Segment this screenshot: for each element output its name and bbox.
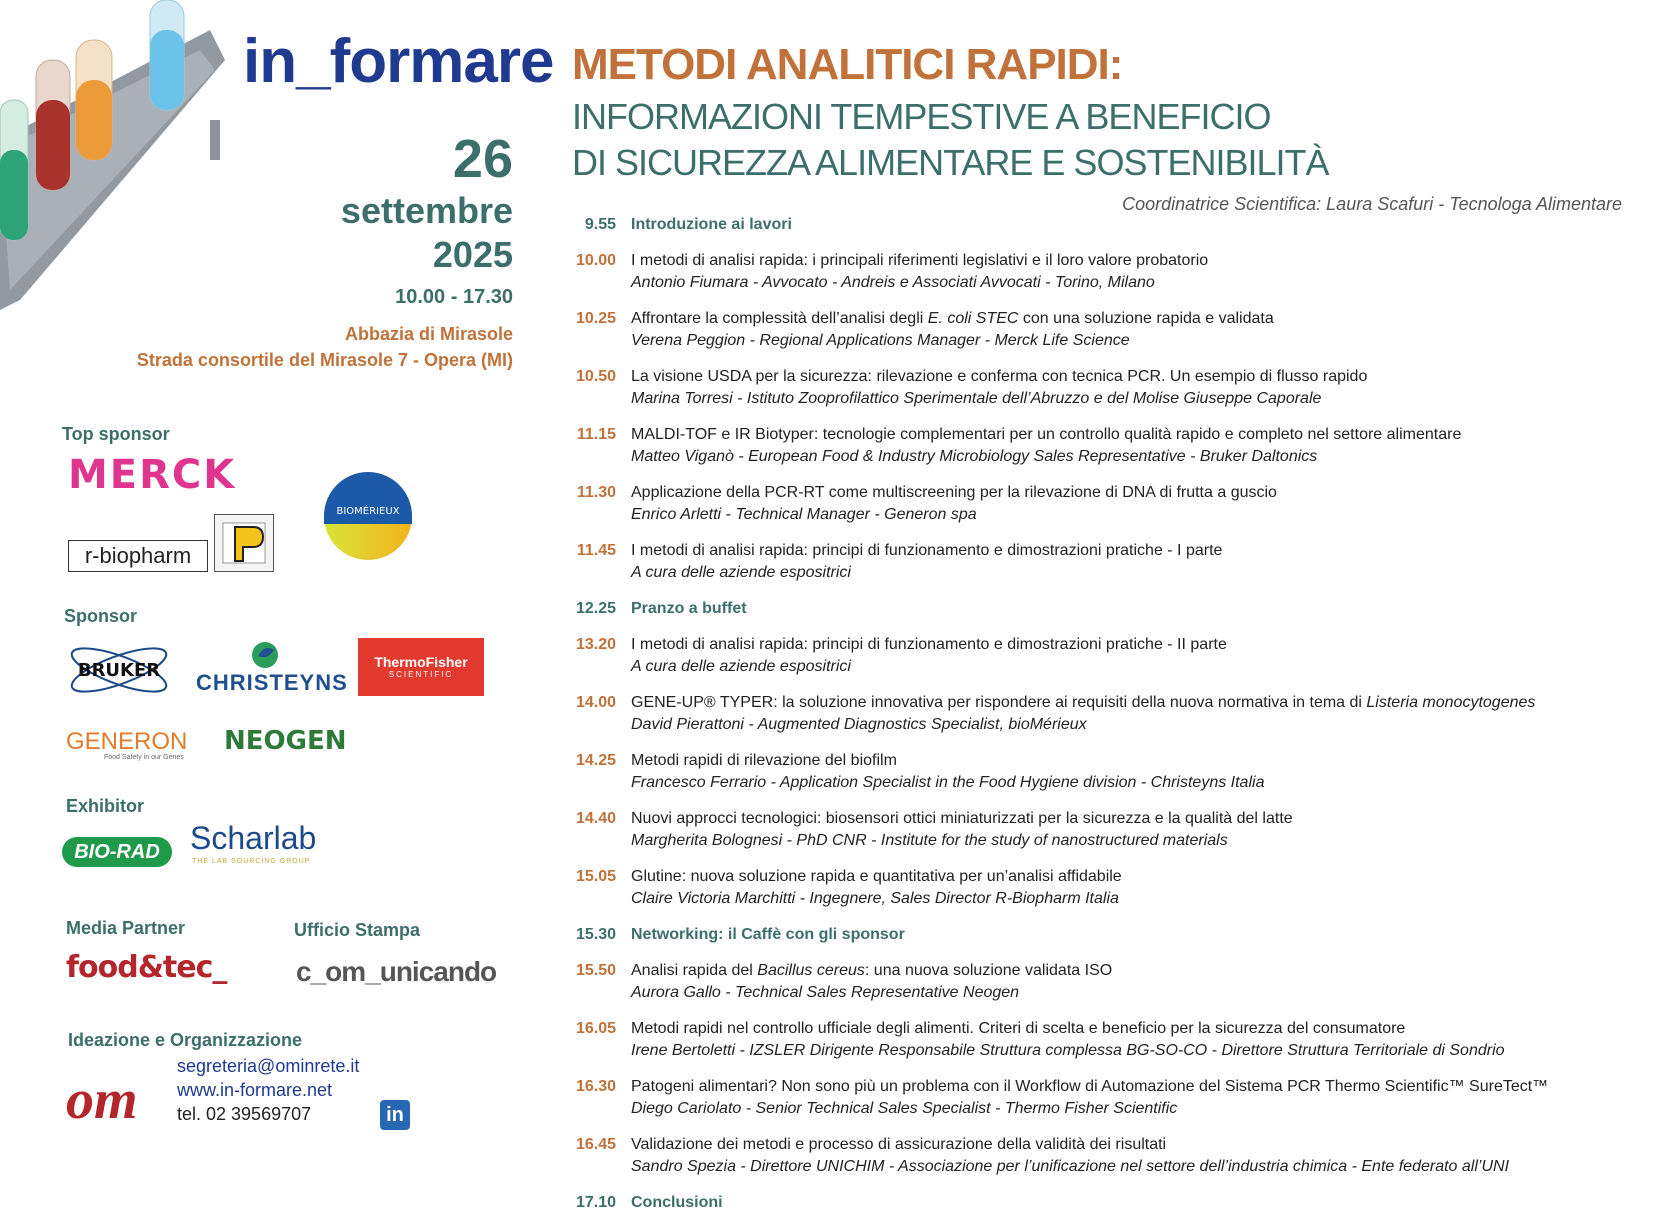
test-tubes-illustration	[0, 0, 240, 320]
session-body	[631, 424, 1640, 468]
session-body	[631, 750, 1640, 794]
comunicando-logo: c_om_unicando	[296, 956, 497, 987]
scharlab-logo: Scharlab	[190, 820, 317, 856]
session-title: Validazione dei metodi e processo di assicurazione della validità dei risultati	[631, 1136, 1167, 1153]
session-body	[631, 214, 1640, 236]
program-session-row	[560, 482, 1640, 526]
event-month: settembre	[340, 190, 513, 231]
session-time: 10.50	[575, 368, 616, 385]
session-body	[631, 1134, 1640, 1178]
session-body	[631, 866, 1640, 910]
session-time: 9.55	[584, 216, 616, 233]
session-title-part: Analisi rapida del	[631, 962, 758, 979]
session-time: 15.05	[575, 868, 616, 885]
rbiopharm-text: r-biopharm	[84, 543, 192, 568]
event-year: 2025	[432, 234, 513, 275]
program-session-row	[560, 540, 1640, 584]
session-time: 10.25	[575, 310, 616, 327]
linkedin-icon[interactable]: in	[380, 1100, 410, 1130]
session-speaker: David Pierattoni - Augmented Diagnostics Specialist, bioMérieux	[631, 716, 1087, 733]
program-break-row	[560, 214, 1640, 236]
session-time: 11.30	[576, 484, 616, 501]
session-speaker: Antonio Fiumara - Avvocato - Andreis e Associati Avvocati - Torino, Milano	[631, 274, 1155, 291]
session-speaker: Marina Torresi - Istituto Zooprofilattico Sperimentale dell’Abruzzo e del Molise Giuseppe Caporale	[631, 390, 1322, 407]
om-logo: om	[66, 1069, 138, 1131]
session-time: 13.20	[575, 636, 616, 653]
contact-phone: tel. 02 39569707	[177, 1104, 312, 1124]
session-title-part: GENE-UP® TYPER: la soluzione innovativa per rispondere ai requisiti della nuova normativa in tema di	[631, 694, 1367, 711]
program-session-row	[560, 750, 1640, 794]
session-time: 11.45	[576, 542, 616, 559]
session-title	[631, 308, 1640, 330]
break-title: Networking: il Caffè con gli sponsor	[631, 926, 905, 943]
biomerieux-logo	[322, 470, 414, 562]
session-speaker: Aurora Gallo - Technical Sales Representative Neogen	[631, 984, 1020, 1001]
sponsor-label: Sponsor	[64, 606, 138, 626]
session-title-species: Listeria monocytogenes	[1366, 694, 1536, 711]
session-title: La visione USDA per la sicurezza: rilevazione e conferma con tecnica PCR. Un esempio di flusso rapido	[631, 368, 1368, 385]
thermofisher-logo	[358, 638, 484, 696]
session-title-part: Affrontare la complessità dell’analisi degli	[631, 310, 928, 327]
rbiopharm-logo	[68, 540, 208, 572]
session-title: Metodi rapidi di rilevazione del biofilm	[631, 752, 897, 769]
session-time: 10.00	[575, 252, 616, 269]
brand-title: in_formare	[243, 27, 554, 96]
session-title: I metodi di analisi rapida: i principali riferimenti legislativi e il loro valore probatorio	[631, 252, 1209, 269]
session-body	[631, 1018, 1640, 1062]
top-sponsor-label: Top sponsor	[62, 424, 170, 444]
organization-label: Ideazione e Organizzazione	[68, 1030, 303, 1050]
session-body	[631, 308, 1640, 352]
session-speaker: Verena Peggion - Regional Applications Manager - Merck Life Science	[631, 332, 1130, 349]
scharlab-tagline: THE LAB SOURCING GROUP	[192, 858, 311, 865]
session-time: 12.25	[575, 600, 616, 617]
rbiopharm-mark-icon	[214, 514, 274, 572]
session-speaker: Claire Victoria Marchitti - Ingegnere, Sales Director R-Biopharm Italia	[631, 890, 1119, 907]
session-body	[631, 540, 1640, 584]
session-body	[631, 634, 1640, 678]
biomerieux-text: BIOMÉRIEUX	[336, 506, 400, 517]
press-office-label: Ufficio Stampa	[294, 920, 421, 940]
bruker-text: BRUKER	[77, 660, 161, 681]
program-session-row	[560, 1134, 1640, 1178]
program-session-row	[560, 866, 1640, 910]
session-title-species: Bacillus cereus	[757, 962, 865, 979]
program-session-row	[560, 692, 1640, 736]
session-title	[631, 960, 1640, 982]
event-day: 26	[452, 129, 513, 189]
program-session-row	[560, 1018, 1640, 1062]
session-title: Glutine: nuova soluzione rapida e quantitativa per un’analisi affidabile	[631, 868, 1122, 885]
session-time: 16.45	[575, 1136, 616, 1153]
program-session-row	[560, 960, 1640, 1004]
thermofisher-subtext: SCIENTIFIC	[388, 670, 454, 679]
session-title-part: : una nuova soluzione validata ISO	[864, 962, 1113, 979]
session-body	[631, 598, 1640, 620]
program-session-row	[560, 250, 1640, 294]
break-title: Introduzione ai lavori	[631, 216, 792, 233]
session-title	[631, 692, 1640, 714]
program-session-row	[560, 808, 1640, 852]
program-session-row	[560, 634, 1640, 678]
thermofisher-text: ThermoFisher	[374, 654, 468, 670]
event-title: METODI ANALITICI RAPIDI:	[572, 40, 1123, 89]
bruker-logo	[64, 640, 174, 700]
session-speaker: Francesco Ferrario - Application Specialist in the Food Hygiene division - Christeyns Italia	[631, 774, 1265, 791]
session-body	[631, 366, 1640, 410]
session-speaker: Irene Bertoletti - IZSLER Dirigente Responsabile Struttura complessa BG-SO-CO - Direttore Struttura Territoriale di Sondrio	[631, 1042, 1505, 1059]
session-time: 14.00	[575, 694, 616, 711]
venue-address: Strada consortile del Mirasole 7 - Opera (MI)	[136, 350, 513, 370]
venue-name: Abbazia di Mirasole	[344, 324, 513, 344]
session-speaker: Diego Cariolato - Senior Technical Sales Specialist - Thermo Fisher Scientific	[631, 1100, 1178, 1117]
session-body	[631, 808, 1640, 852]
session-time: 14.25	[575, 752, 616, 769]
program-break-row	[560, 1192, 1640, 1214]
session-time: 15.50	[575, 962, 616, 979]
session-title: Metodi rapidi nel controllo ufficiale degli alimenti. Criteri di scelta e beneficio per la sicurezza del consumatore	[631, 1020, 1406, 1037]
program-schedule	[560, 214, 1640, 1228]
session-title: MALDI-TOF e IR Biotyper: tecnologie complementari per un controllo qualità rapido e completo nel settore alimentare	[631, 426, 1462, 443]
session-speaker: Sandro Spezia - Direttore UNICHIM - Associazione per l’unificazione nel settore dell’industria chimica - Ente federato all’UNI	[631, 1158, 1510, 1175]
session-speaker: A cura delle aziende espositrici	[631, 658, 851, 675]
session-title-part: con una soluzione rapida e validata	[1018, 310, 1274, 327]
session-speaker: Margherita Bolognesi - PhD CNR - Institute for the study of nanostructured materials	[631, 832, 1228, 849]
session-title: I metodi di analisi rapida: principi di funzionamento e dimostrazioni pratiche - I parte	[631, 542, 1223, 559]
break-title: Pranzo a buffet	[631, 600, 747, 617]
session-title: Applicazione della PCR-RT come multiscreening per la rilevazione di DNA di frutta a guscio	[631, 484, 1277, 501]
session-body	[631, 250, 1640, 294]
session-time: 16.30	[575, 1078, 616, 1095]
biorad-logo: BIO-RAD	[62, 837, 172, 867]
program-session-row	[560, 424, 1640, 468]
program-break-row	[560, 598, 1640, 620]
foodtec-logo: food&tec_	[66, 950, 227, 985]
session-body	[631, 1076, 1640, 1120]
exhibitor-label: Exhibitor	[66, 796, 145, 816]
neogen-logo: NEOGEN	[224, 726, 347, 756]
session-time: 14.40	[575, 810, 616, 827]
media-partner-label: Media Partner	[66, 918, 186, 938]
session-time: 11.15	[576, 426, 616, 443]
event-hours: 10.00 - 17.30	[395, 286, 513, 308]
session-body	[631, 1192, 1640, 1214]
generon-logo: GENERON	[66, 728, 188, 755]
generon-tagline: Food Safety in our Genes	[104, 754, 184, 761]
session-body	[631, 482, 1640, 526]
session-body	[631, 924, 1640, 946]
merck-logo: MERCK	[68, 452, 237, 498]
session-speaker: Enrico Arletti - Technical Manager - Generon spa	[631, 506, 977, 523]
session-body	[631, 692, 1640, 736]
program-break-row	[560, 924, 1640, 946]
program-session-row	[560, 308, 1640, 352]
contact-website[interactable]: www.in-formare.net	[177, 1080, 333, 1100]
program-session-row	[560, 1076, 1640, 1120]
session-title-species: E. coli STEC	[927, 310, 1019, 327]
event-subtitle-line-2: DI SICUREZZA ALIMENTARE E SOSTENIBILITÀ	[572, 142, 1329, 183]
session-time: 17.10	[575, 1194, 616, 1211]
scientific-coordinator: Coordinatrice Scientifica: Laura Scafuri - Tecnologa Alimentare	[1122, 194, 1622, 214]
session-speaker: Matteo Viganò - European Food & Industry Microbiology Sales Representative - Bruker Daltonics	[631, 448, 1318, 465]
session-body	[631, 960, 1640, 1004]
christeyns-leaf-icon	[250, 640, 280, 670]
session-time: 16.05	[575, 1020, 616, 1037]
event-subtitle-line-1: INFORMAZIONI TEMPESTIVE A BENEFICIO	[572, 96, 1271, 137]
session-title: Nuovi approcci tecnologici: biosensori ottici miniaturizzati per la sicurezza e la qualità del latte	[631, 810, 1293, 827]
contact-email[interactable]: segreteria@ominrete.it	[177, 1056, 360, 1076]
christeyns-logo: CHRISTEYNS	[196, 670, 348, 695]
session-time: 15.30	[575, 926, 616, 943]
session-speaker: A cura delle aziende espositrici	[631, 564, 851, 581]
session-title: I metodi di analisi rapida: principi di funzionamento e dimostrazioni pratiche - II parte	[631, 636, 1227, 653]
session-title: Patogeni alimentari? Non sono più un problema con il Workflow di Automazione del Sistema PCR Thermo Scientific™ SureTect™	[631, 1078, 1549, 1095]
break-title: Conclusioni	[631, 1194, 723, 1211]
program-session-row	[560, 366, 1640, 410]
